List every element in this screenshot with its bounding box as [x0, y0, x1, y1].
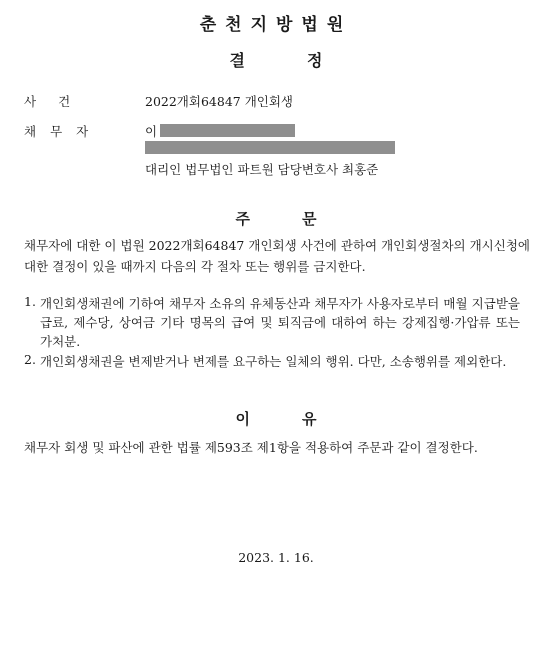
ruling-heading: 주문 — [235, 210, 369, 228]
decision-date: 2023. 1. 16. — [238, 550, 314, 565]
debtor-label: 채무자 — [24, 124, 103, 139]
ruling-item-number: 2. — [24, 352, 36, 367]
representative: 대리인 법무법인 파트원 담당변호사 최홍준 — [145, 162, 379, 177]
document-title: 결정 — [229, 51, 385, 70]
ruling-item-text: 개인회생채권을 변제받거나 변제를 요구하는 일체의 행위. 다만, 소송행위를 제외한다. — [40, 354, 507, 369]
case-number: 2022개회64847 개인회생 — [145, 94, 293, 109]
debtor-name-prefix: 이 — [145, 124, 158, 139]
redacted-debtor-address — [145, 141, 395, 154]
case-label: 사건 — [24, 94, 93, 109]
court-name: 춘천지방법원 — [199, 15, 353, 35]
ruling-intro: 채무자에 대한 이 법원 2022개회64847 개인회생 사건에 관하여 개인회생절차의 개시신청에 대한 결정이 있을 때까지 다음의 각 절차 또는 행위를 금지한다. — [24, 238, 530, 274]
ruling-item-text: 개인회생채권에 기하여 채무자 소유의 유체동산과 채무자가 사용자로부터 매월 지급받을 급료, 제수당, 상여금 기타 명목의 급여 및 퇴직금에 대하여 하는 강제집행·가압류 또는 가처분. — [40, 296, 520, 349]
redacted-debtor-name — [160, 124, 295, 137]
ruling-item-number: 1. — [24, 294, 36, 309]
reason-heading: 이유 — [235, 410, 369, 428]
reason-text: 채무자 회생 및 파산에 관한 법률 제593조 제1항을 적용하여 주문과 같이 결정한다. — [24, 440, 478, 455]
